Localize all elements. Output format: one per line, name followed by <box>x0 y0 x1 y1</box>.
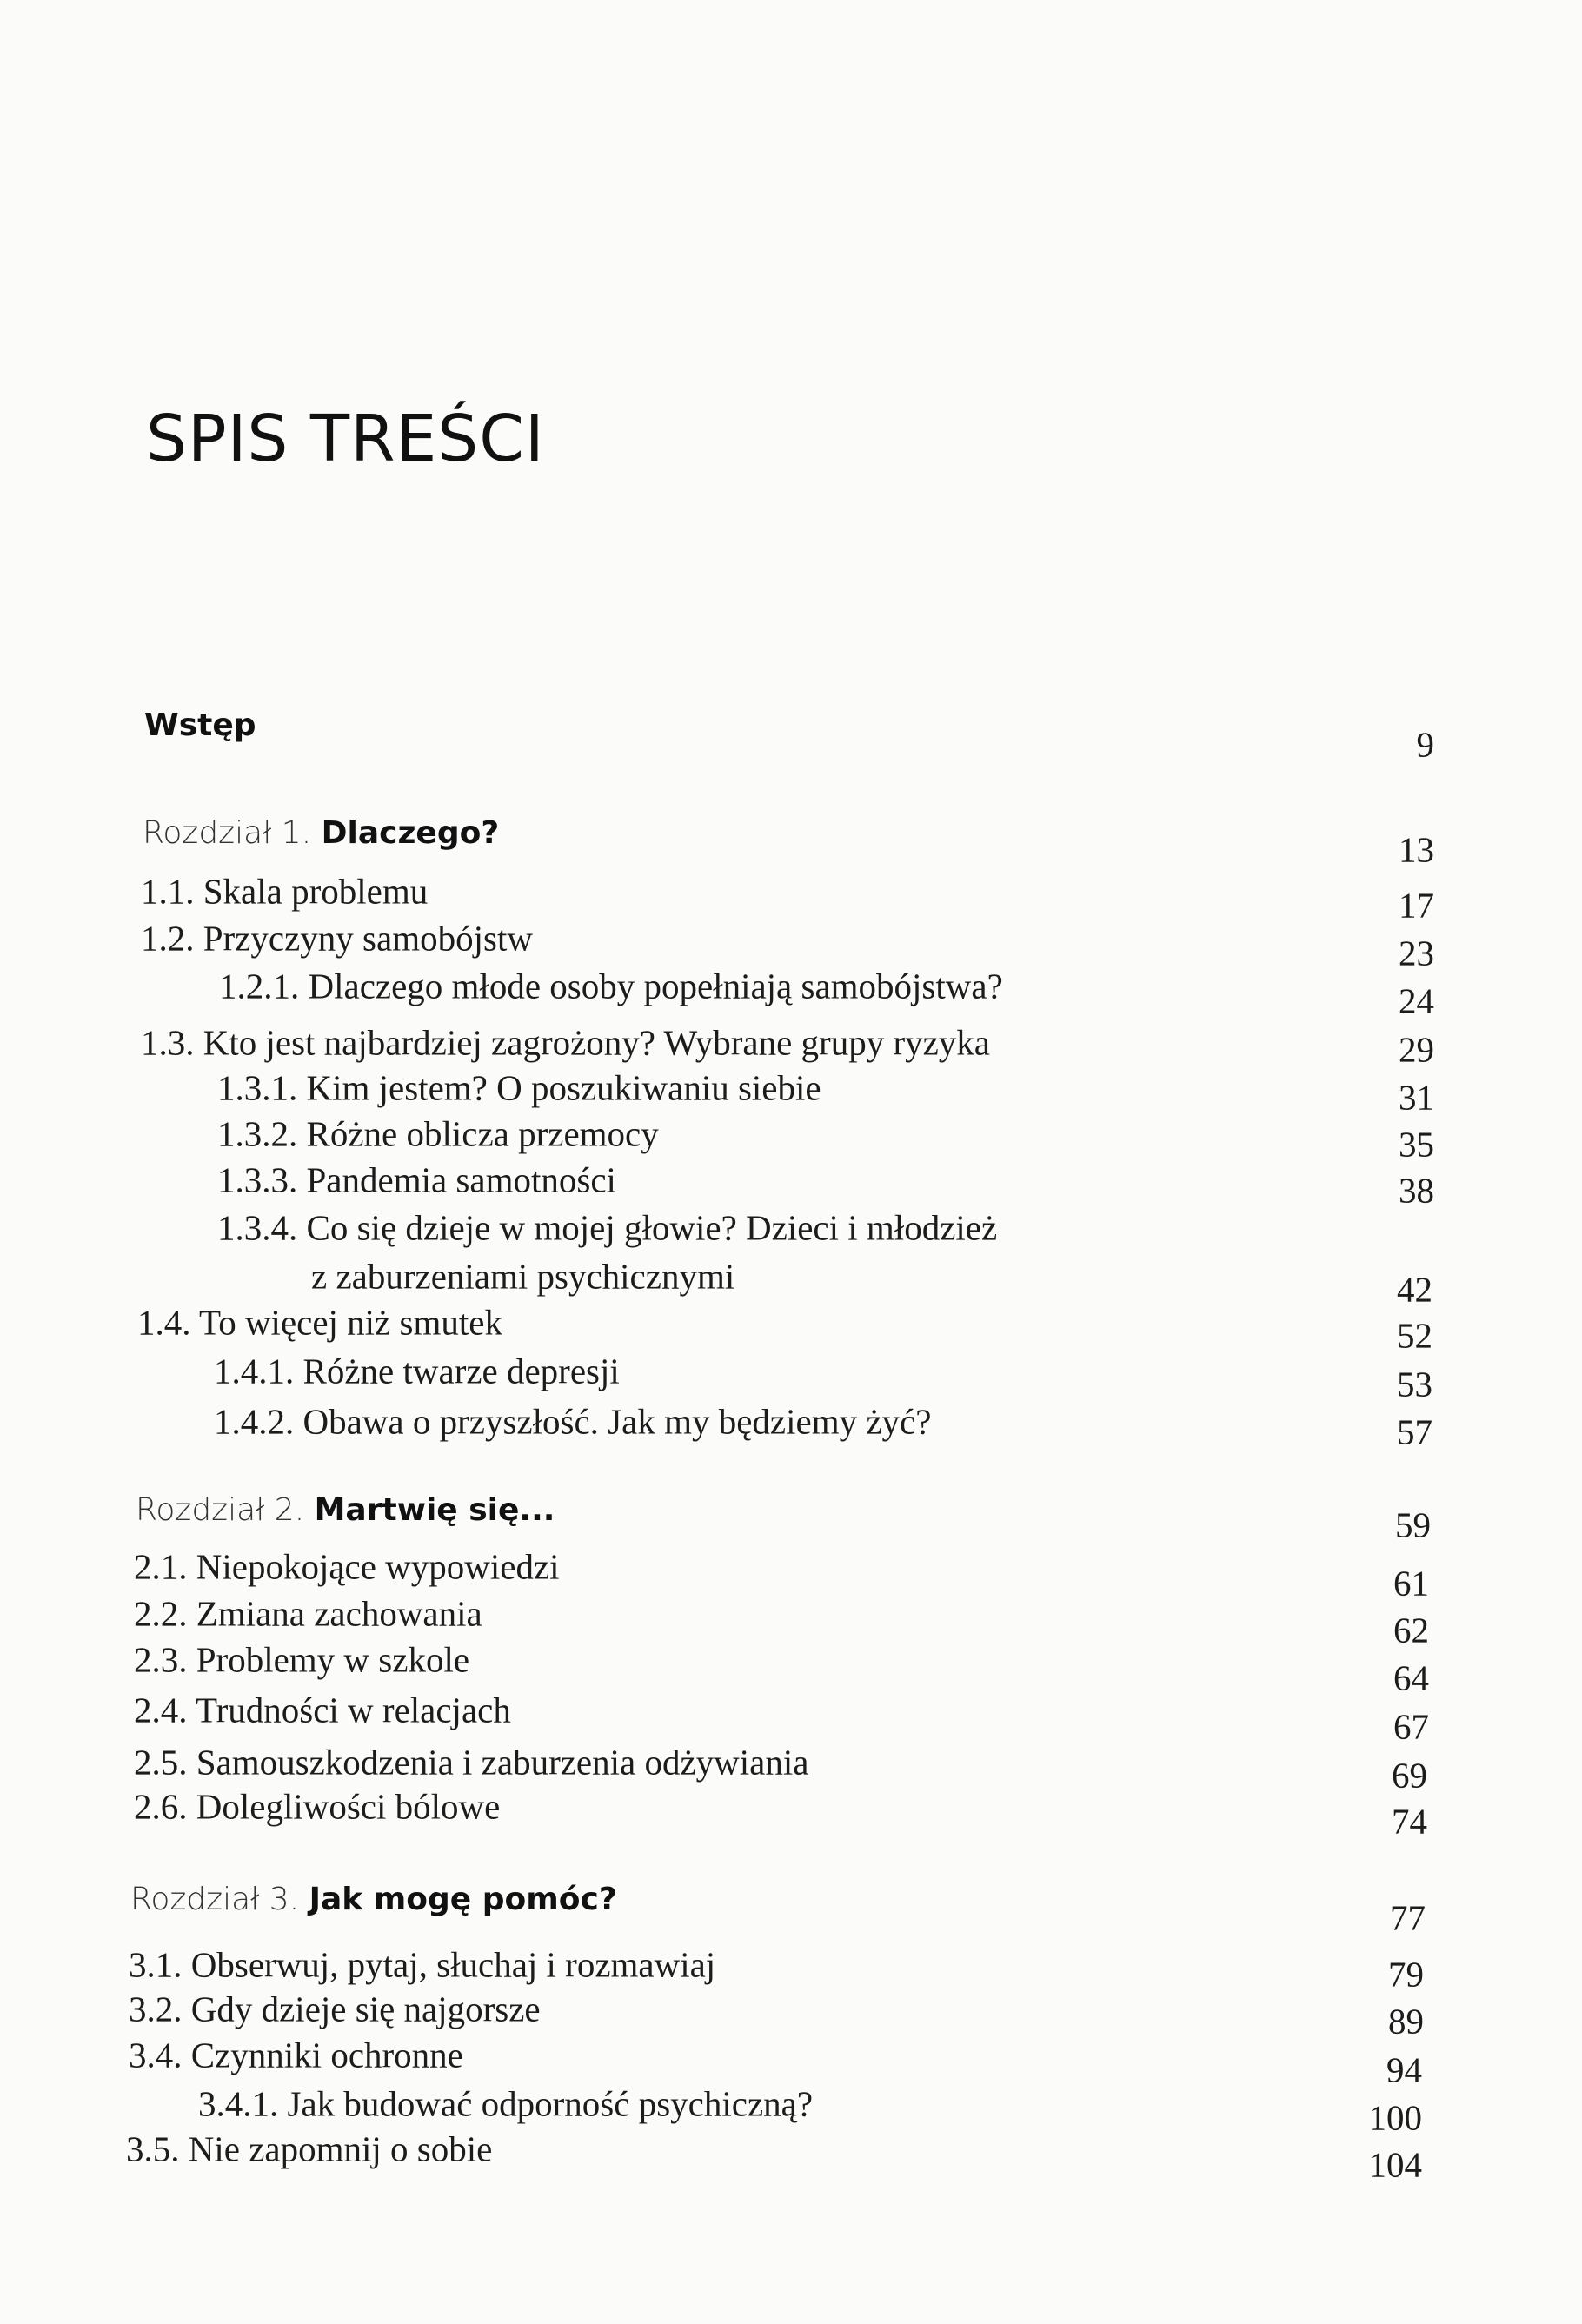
toc-entry: 1.3.2. Różne oblicza przemocy <box>217 1113 659 1154</box>
page-number: 24 <box>1399 980 1434 1021</box>
toc-entry: 2.5. Samouszkodzenia i zaburzenia odżywiania <box>134 1742 809 1783</box>
page-number: 62 <box>1393 1610 1429 1650</box>
page-number: 31 <box>1399 1077 1434 1118</box>
toc-entry: 2.1. Niepokojące wypowiedzi <box>134 1546 560 1587</box>
chapter-prefix: Rozdział 2. <box>136 1492 305 1528</box>
page-title: SPIS TREŚCI <box>146 402 545 476</box>
page-number: 104 <box>1368 2144 1422 2185</box>
page-number: 89 <box>1388 2001 1424 2042</box>
toc-entry: 1.3.1. Kim jestem? O poszukiwaniu siebie <box>217 1067 821 1108</box>
page-number: 35 <box>1399 1124 1434 1165</box>
toc-entry: 3.2. Gdy dzieje się najgorsze <box>129 1989 541 2029</box>
page-number: 13 <box>1399 829 1434 870</box>
toc-intro: Wstęp <box>144 707 256 743</box>
page-number: 17 <box>1399 885 1434 926</box>
page-number: 67 <box>1393 1706 1429 1747</box>
page-number: 69 <box>1392 1755 1427 1796</box>
toc-entry: 1.1. Skala problemu <box>141 871 429 912</box>
page-number: 38 <box>1399 1170 1434 1211</box>
toc-entry: 1.2. Przyczyny samobójstw <box>141 918 533 959</box>
toc-entry: 3.5. Nie zapomnij o sobie <box>126 2128 493 2169</box>
page-number: 9 <box>1416 724 1434 765</box>
chapter-title: Dlaczego? <box>321 815 500 851</box>
chapter-heading <box>130 1884 617 1916</box>
page-number: 61 <box>1393 1563 1429 1604</box>
toc-entry: 2.6. Dolegliwości bólowe <box>134 1786 501 1827</box>
chapter-title: Martwię się... <box>314 1492 555 1528</box>
chapter-prefix: Rozdział 1. <box>143 815 312 851</box>
chapter-title: Jak mogę pomóc? <box>309 1882 617 1917</box>
toc-entry: 3.4.1. Jak budować odporność psychiczną? <box>198 2083 814 2124</box>
toc-entry: 1.3.4. Co się dzieje w mojej głowie? Dzieci i młodzież <box>217 1207 998 1248</box>
page-number: 77 <box>1390 1897 1426 1938</box>
chapter-prefix: Rozdział 3. <box>130 1882 300 1917</box>
page-number: 59 <box>1395 1504 1431 1545</box>
page-number: 74 <box>1392 1801 1427 1842</box>
page-number: 53 <box>1397 1364 1432 1404</box>
toc-entry: 1.4.2. Obawa o przyszłość. Jak my będziemy żyć? <box>214 1401 932 1442</box>
toc-entry-continuation: z zaburzeniami psychicznymi <box>311 1256 735 1297</box>
toc-entry: 1.3.3. Pandemia samotności <box>217 1159 616 1200</box>
toc-entry: 2.2. Zmiana zachowania <box>134 1593 482 1634</box>
page-number: 64 <box>1393 1657 1429 1698</box>
page-number: 29 <box>1399 1029 1434 1070</box>
page-number: 23 <box>1399 933 1434 973</box>
page-number: 42 <box>1397 1269 1432 1310</box>
page-number: 79 <box>1388 1954 1424 1995</box>
toc-entry: 3.1. Obserwuj, pytaj, słuchaj i rozmawiaj <box>129 1944 716 1985</box>
toc-entry: 1.2.1. Dlaczego młode osoby popełniają samobójstwa? <box>219 966 1003 1006</box>
toc-entry: 3.4. Czynniki ochronne <box>129 2035 463 2075</box>
toc-entry: 1.3. Kto jest najbardziej zagrożony? Wybrane grupy ryzyka <box>141 1022 990 1063</box>
toc-entry: 1.4. To więcej niż smutek <box>137 1302 502 1343</box>
page-number: 100 <box>1368 2097 1422 2138</box>
toc-entry: 2.3. Problemy w szkole <box>134 1639 470 1680</box>
chapter-heading <box>136 1492 555 1528</box>
toc-entry: 2.4. Trudności w relacjach <box>134 1690 511 1730</box>
page-number: 57 <box>1397 1411 1432 1452</box>
toc-entry: 1.4.1. Różne twarze depresji <box>214 1351 620 1391</box>
chapter-heading <box>143 815 500 851</box>
page-number: 52 <box>1397 1315 1432 1356</box>
page-number: 94 <box>1386 2049 1422 2090</box>
